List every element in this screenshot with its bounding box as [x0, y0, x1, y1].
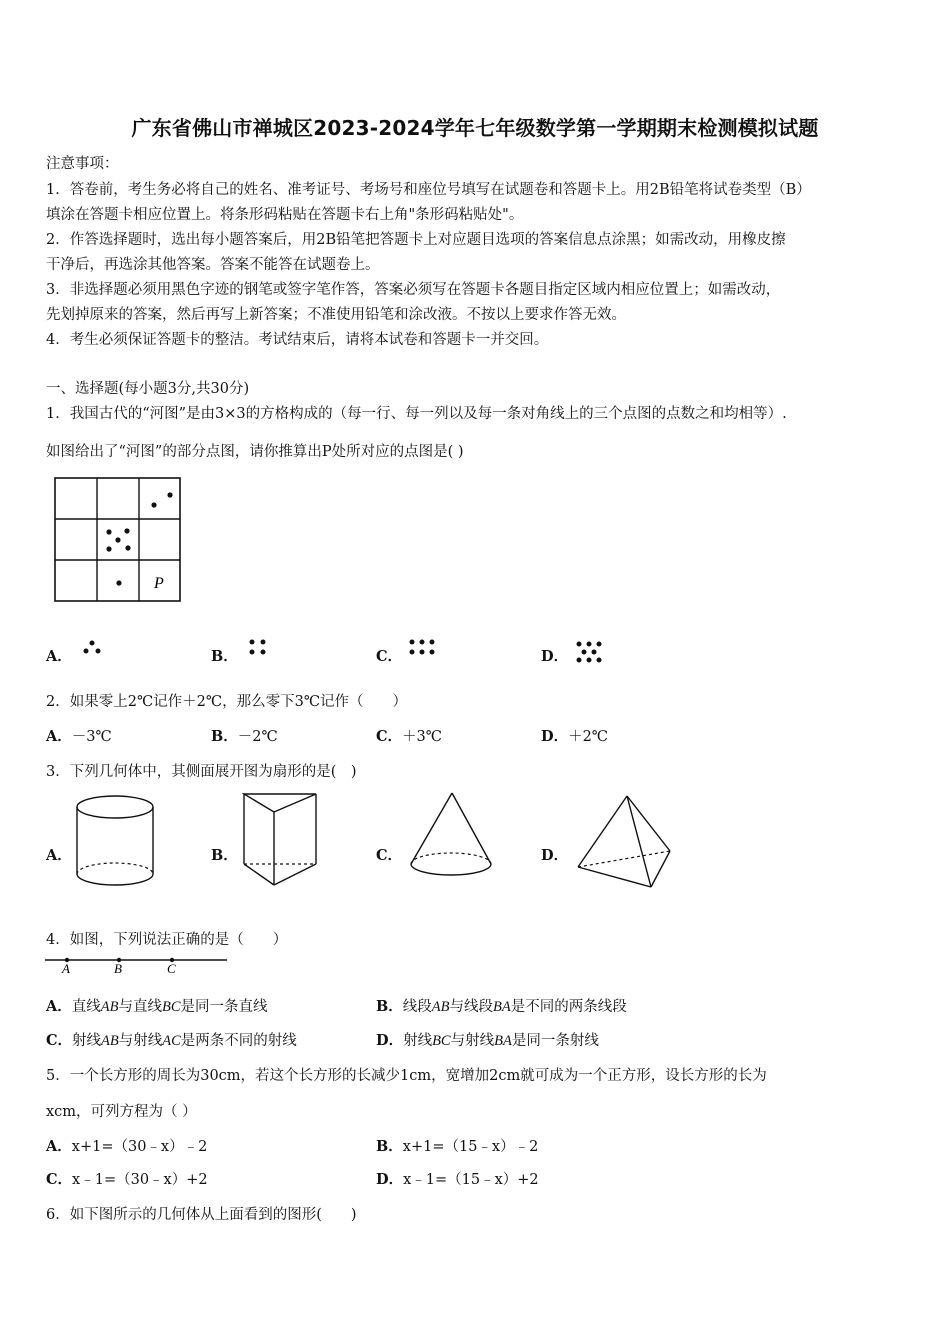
option-label: D． — [376, 1032, 404, 1049]
option-text: 射线 — [72, 1033, 102, 1049]
dot-pattern-6 — [407, 638, 443, 658]
option-var: AB — [431, 999, 450, 1015]
question-5-line: xcm，可列方程为（ ） — [46, 1104, 197, 1120]
option-var: AB — [100, 999, 119, 1015]
cone-figure — [407, 790, 497, 890]
notice-line: 3．非选择题必须用黑色字迹的钢笔或签字笔作答，答案必须写在答题卡各题目指定区域内相应位置上；如需改动， — [46, 282, 781, 298]
option-label: A． — [46, 1138, 72, 1155]
option-text: 与射线 — [118, 1033, 163, 1049]
option-a — [46, 725, 112, 746]
option-a — [46, 995, 268, 1016]
option-text: －3℃ — [71, 729, 112, 745]
option-label: B． — [211, 728, 238, 745]
option-label: B． — [376, 998, 403, 1015]
option-text: x﹣1=（15﹣x）+2 — [403, 1172, 539, 1188]
dot-pattern-3 — [82, 640, 106, 660]
option-b — [211, 725, 278, 746]
option-text: 是同一条射线 — [511, 1033, 599, 1049]
option-var: BC — [161, 999, 181, 1015]
option-var: AC — [162, 1033, 181, 1049]
option-label: C． — [46, 1032, 73, 1049]
triangular-pyramid-figure — [575, 793, 675, 893]
option-text: 是同一条直线 — [180, 999, 268, 1015]
option-a — [46, 1135, 207, 1156]
notice-line: 4．考生必须保证答题卡的整洁。考试结束后，请将本试卷和答题卡一并交回。 — [46, 332, 549, 348]
option-text: 射线 — [403, 1033, 433, 1049]
option-text: 线段 — [402, 999, 432, 1015]
option-label: D． — [541, 728, 569, 745]
page-title: 广东省佛山市禅城区2023-2024学年七年级数学第一学期期末检测模拟试题 — [131, 116, 819, 140]
question-1-line: 1．我国古代的“河图”是由3×3的方格构成的（每一行、每一列以及每一条对角线上的三个点图的点数之和均相等）. — [46, 406, 787, 422]
option-c — [46, 1029, 297, 1050]
option-label: D． — [541, 648, 569, 665]
option-c — [46, 1168, 208, 1189]
option-var: BA — [494, 1033, 512, 1049]
grid-p-label: P — [154, 575, 164, 592]
notice-line: 填涂在答题卡相应位置上。将条形码粘贴在答题卡右上角"条形码粘贴处"。 — [46, 207, 524, 223]
section-heading: 一、选择题(每小题3分,共30分) — [46, 381, 250, 397]
dot-pattern-7 — [574, 640, 610, 664]
option-label: A． — [46, 728, 72, 745]
option-b — [376, 1135, 538, 1156]
option-d — [541, 725, 608, 746]
option-text: －2℃ — [237, 729, 278, 745]
question-4-stem: 4．如图，下列说法正确的是（ ） — [46, 932, 288, 948]
option-label: A． — [46, 998, 72, 1015]
option-c — [376, 725, 442, 746]
option-label: D． — [376, 1171, 404, 1188]
option-text: 直线 — [71, 999, 101, 1015]
option-label: C． — [46, 1171, 73, 1188]
question-2-stem: 2．如果零上2℃记作＋2℃，那么零下3℃记作（ ） — [46, 694, 408, 710]
notice-line: 先划掉原来的答案，然后再写上新答案；不准使用铅笔和涂改液。不按以上要求作答无效。 — [46, 307, 626, 323]
option-text: 与直线 — [118, 999, 162, 1015]
option-text: 与线段 — [449, 999, 493, 1015]
option-label: C． — [376, 728, 403, 745]
notice-line: 2．作答选择题时，选出每小题答案后，用2B铅笔把答题卡上对应题目选项的答案信息点涂黑；如需改动，用橡皮擦 — [46, 232, 786, 248]
notice-line: 干净后，再选涂其他答案。答案不能答在试题卷上。 — [46, 257, 380, 273]
option-d — [376, 1029, 599, 1050]
option-text: 与射线 — [450, 1033, 495, 1049]
hetu-grid-figure — [54, 477, 184, 607]
option-text: x﹣1=（30﹣x）+2 — [72, 1172, 208, 1188]
notice-heading: 注意事项： — [46, 156, 119, 172]
cylinder-figure — [74, 792, 158, 892]
option-var: BC — [432, 1033, 451, 1049]
option-label: C． — [376, 648, 403, 665]
option-label: B． — [211, 847, 238, 864]
line-abc-figure — [44, 953, 234, 975]
question-6-stem: 6．如下图所示的几何体从上面看到的图形( ) — [46, 1207, 357, 1223]
option-text: x+1=（15﹣x）﹣2 — [402, 1139, 539, 1155]
option-b — [376, 995, 627, 1016]
option-text: ＋2℃ — [568, 729, 609, 745]
option-label: C． — [376, 847, 403, 864]
option-text: 是两条不同的射线 — [180, 1033, 297, 1049]
option-label: A． — [46, 648, 72, 665]
option-label: B． — [376, 1138, 403, 1155]
notice-line: 1．答卷前，考生务必将自己的姓名、准考证号、考场号和座位号填写在试题卷和答题卡上。用2B铅笔将试卷类型（B） — [46, 182, 811, 198]
question-5-line: 5．一个长方形的周长为30cm，若这个长方形的长减少1cm，宽增加2cm就可成为一个正方形，设长方形的长为 — [46, 1068, 767, 1084]
dot-pattern-4 — [247, 638, 271, 658]
option-label: A． — [46, 847, 72, 864]
triangular-prism-figure — [240, 790, 324, 890]
point-a-label: A — [62, 961, 70, 976]
point-c-label: C — [167, 961, 176, 976]
option-label: B． — [211, 648, 238, 665]
option-text: ＋3℃ — [402, 729, 442, 745]
option-d — [376, 1168, 539, 1189]
question-1-line: 如图给出了“河图”的部分点图，请你推算出P处所对应的点图是( ) — [46, 444, 464, 460]
option-text: x+1=（30﹣x）﹣2 — [71, 1139, 208, 1155]
question-3-stem: 3．下列几何体中，其侧面展开图为扇形的是( ) — [46, 764, 357, 780]
point-b-label: B — [114, 961, 122, 976]
option-var: AB — [101, 1033, 119, 1049]
option-var: BA — [492, 999, 511, 1015]
option-text: 是不同的两条线段 — [510, 999, 627, 1015]
option-label: D． — [541, 847, 569, 864]
